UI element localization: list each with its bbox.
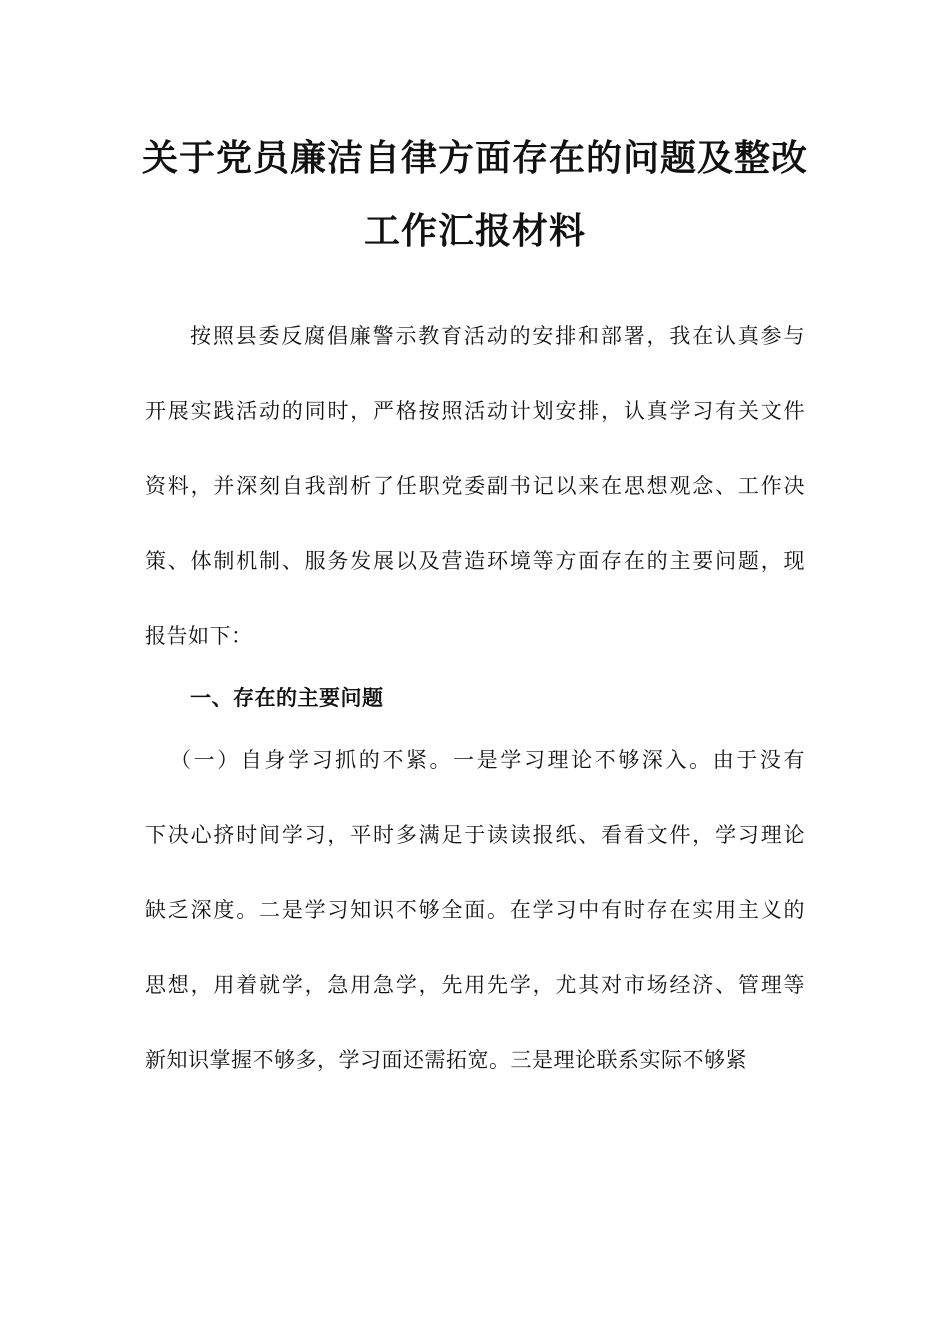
paragraph-1-line-4: 策、体制机制、服务发展以及营造环境等方面存在的主要问题，现 — [145, 549, 805, 573]
paragraph-1-line-5: 报告如下： — [145, 624, 253, 648]
paragraph-2-line-2: 下决心挤时间学习，平时多满足于读读报纸、看看文件，学习理论 — [145, 823, 805, 847]
paragraph-2-line-4: 思想，用着就学，急用急学，先用先学，尤其对市场经济、管理等 — [145, 973, 805, 997]
paragraph-1-line-3: 资料，并深刻自我剖析了任职党委副书记以来在思想观念、工作决 — [145, 474, 805, 498]
document-title-line-2: 工作汇报材料 — [363, 211, 586, 252]
document-title-line-1: 关于党员廉洁自律方面存在的问题及整改 — [141, 138, 808, 179]
paragraph-2-line-3: 缺乏深度。二是学习知识不够全面。在学习中有时存在实用主义的 — [145, 898, 805, 922]
paragraph-1-line-2: 开展实践活动的同时，严格按照活动计划安排，认真学习有关文件 — [145, 399, 805, 423]
section-heading-1: 一、存在的主要问题 — [190, 686, 384, 710]
paragraph-2-line-1: （一）自身学习抓的不紧。一是学习理论不够深入。由于没有 — [170, 748, 805, 772]
paragraph-2-line-5: 新知识掌握不够多，学习面还需拓宽。三是理论联系实际不够紧 — [145, 1048, 747, 1072]
paragraph-1-line-1: 按照县委反腐倡廉警示教育活动的安排和部署，我在认真参与 — [190, 324, 805, 348]
